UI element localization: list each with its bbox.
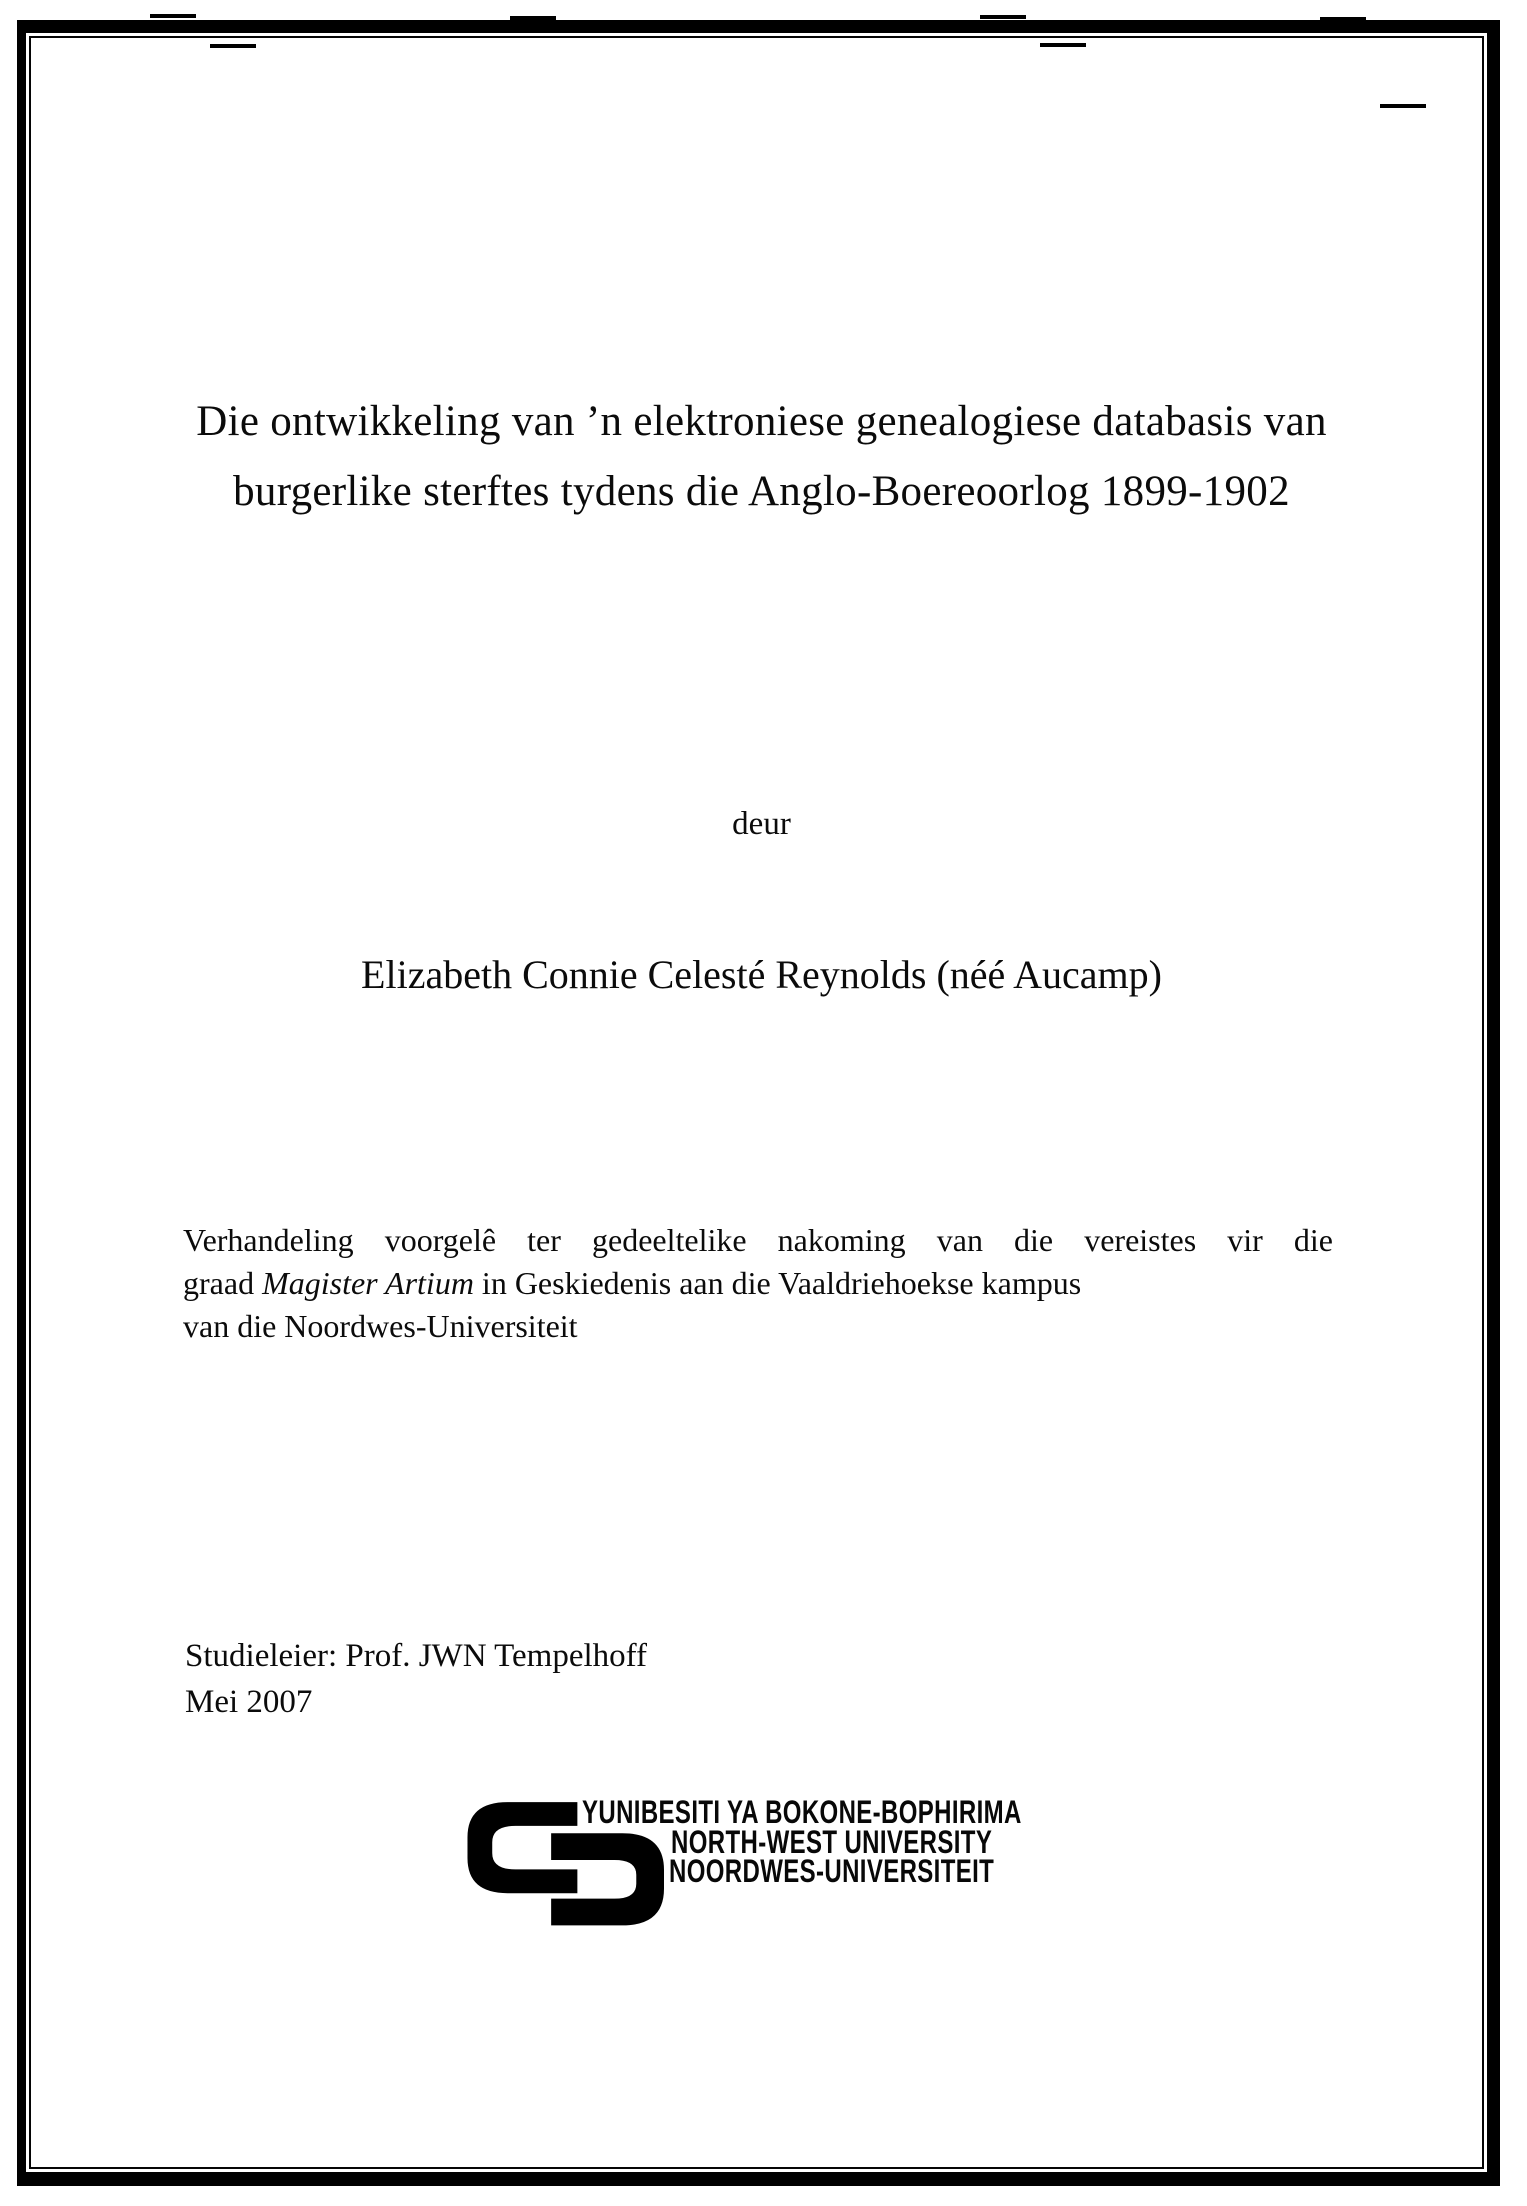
university-name-setswana: YUNIBESITI YA BOKONE-BOPHIRIMA — [582, 1794, 1022, 1830]
university-name-english: NORTH-WEST UNIVERSITY — [671, 1824, 993, 1860]
byline-label: deur — [732, 806, 791, 842]
degree-name-italic: Magister Artium — [262, 1265, 474, 1301]
university-name-afrikaans: NOORDWES-UNIVERSITEIT — [669, 1853, 995, 1889]
supervisor-block — [185, 1633, 647, 1725]
date-line: Mei 2007 — [185, 1684, 313, 1720]
author-name: Elizabeth Connie Celesté Reynolds (néé Aucamp) — [361, 952, 1162, 997]
page-title-line-1: Die ontwikkeling van ’n elektroniese genealogiese databasis van — [196, 398, 1327, 445]
degree-statement-line-3: van die Noordwes-Universiteit — [183, 1308, 578, 1344]
degree-statement-line-2 — [183, 1262, 1333, 1305]
degree-statement-line-1: Verhandeling voorgelê ter gedeeltelike nakoming van die vereistes vir die — [183, 1222, 1333, 1258]
scan-artifact — [150, 14, 196, 18]
degree-statement — [183, 1219, 1333, 1348]
degree-statement-line-2-post: in Geskiedenis aan die Vaaldriehoekse kampus — [473, 1265, 1082, 1301]
supervisor-line: Studieleier: Prof. JWN Tempelhoff — [185, 1638, 648, 1674]
degree-statement-line-2-pre: graad — [183, 1265, 263, 1301]
page-title-line-2: burgerlike sterftes tydens die Anglo-Boereoorlog 1899-1902 — [233, 468, 1290, 515]
